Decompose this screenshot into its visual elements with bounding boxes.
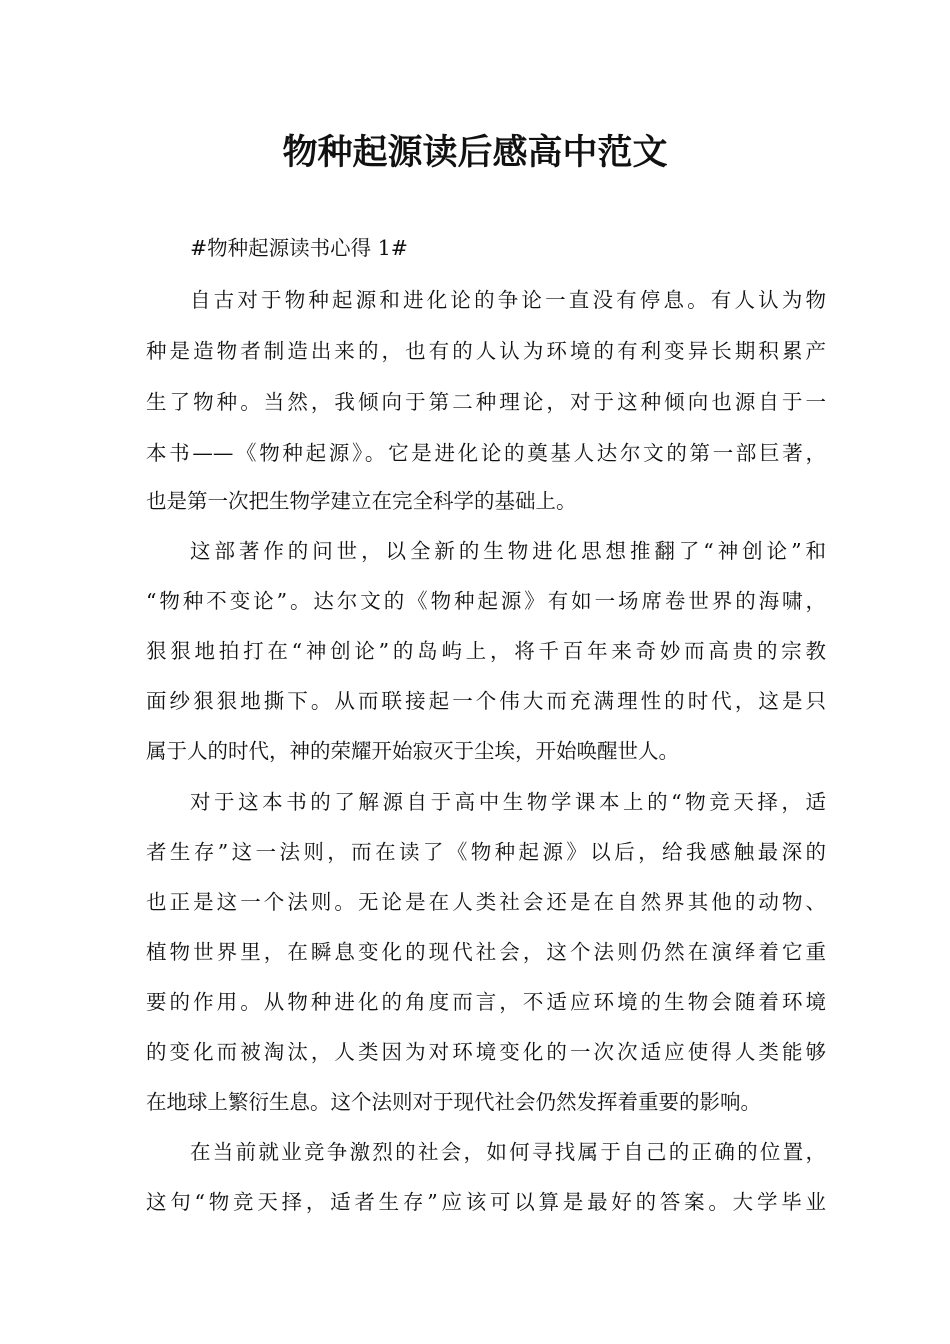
paragraph-line: 这句“物竞天择，适者生存”应该可以算是最好的答案。大学毕业 [146, 1190, 826, 1214]
paragraph-line: 属于人的时代，神的荣耀开始寂灭于尘埃，开始唤醒世人。 [146, 739, 679, 763]
document-title: 物种起源读后感高中范文 [282, 133, 668, 173]
paragraph-line: 也正是这一个法则。无论是在人类社会还是在自然界其他的动物、 [146, 890, 826, 914]
paragraph-line: 这部著作的问世，以全新的生物进化思想推翻了“神创论”和 [190, 539, 826, 563]
paragraph-line: 面纱狠狠地撕下。从而联接起一个伟大而充满理性的时代，这是只 [146, 689, 826, 713]
paragraph-line: 者生存”这一法则，而在读了《物种起源》以后，给我感触最深的 [146, 840, 826, 864]
paragraph-line: 植物世界里，在瞬息变化的现代社会，这个法则仍然在演绎着它重 [146, 940, 826, 964]
paragraph-line: 种是造物者制造出来的，也有的人认为环境的有利变异长期积累产 [146, 339, 826, 363]
paragraph-line: 狠狠地拍打在“神创论”的岛屿上，将千百年来奇妙而高贵的宗教 [146, 639, 826, 663]
paragraph-line: 本书——《物种起源》。它是进化论的奠基人达尔文的第一部巨著， [146, 441, 826, 465]
paragraph-line: 对于这本书的了解源自于高中生物学课本上的“物竞天择，适 [190, 790, 826, 814]
paragraph-line: “物种不变论”。达尔文的《物种起源》有如一场席卷世界的海啸， [146, 589, 826, 613]
paragraph-line: 在地球上繁衍生息。这个法则对于现代社会仍然发挥着重要的影响。 [146, 1090, 761, 1114]
paragraph-line: 的变化而被淘汰，人类因为对环境变化的一次次适应使得人类能够 [146, 1040, 826, 1064]
paragraph-line: 自古对于物种起源和进化论的争论一直没有停息。有人认为物 [190, 288, 826, 312]
paragraph-line: 要的作用。从物种进化的角度而言，不适应环境的生物会随着环境 [146, 990, 826, 1014]
paragraph-line: 也是第一次把生物学建立在完全科学的基础上。 [146, 489, 577, 513]
paragraph-line: 生了物种。当然，我倾向于第二种理论，对于这种倾向也源自于一 [146, 390, 826, 414]
section-heading: #物种起源读书心得 1# [190, 236, 408, 260]
paragraph-line: 在当前就业竞争激烈的社会，如何寻找属于自己的正确的位置， [190, 1140, 826, 1164]
